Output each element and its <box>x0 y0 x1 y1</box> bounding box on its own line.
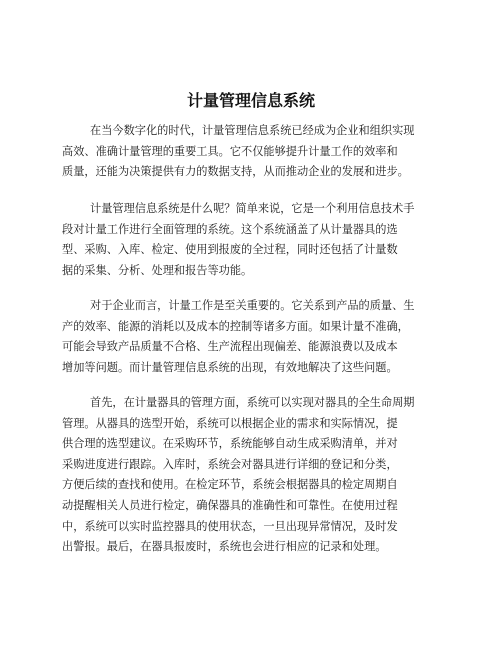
paragraph-line: 产的效率、能源的消耗以及成本的控制等诸多方面。如果计量不准确， <box>62 319 409 333</box>
paragraph-line: 对于企业而言，计量工作是至关重要的。它关系到产品的质量、生 <box>90 299 415 312</box>
paragraph-intro <box>0 121 414 183</box>
paragraph-instrument-management <box>0 393 414 558</box>
paragraph-line: 在当今数字化的时代，计量管理信息系统已经成为企业和组织实现 <box>90 124 415 137</box>
paragraph-line: 管理。从器具的选型开始，系统可以根据企业的需求和实际情况，提 <box>62 416 398 430</box>
paragraph-importance <box>0 296 414 378</box>
paragraph-line: 可能会导致产品质量不合格、生产流程出现偏差、能源浪费以及成本 <box>62 340 398 354</box>
paragraph-line: 动提醒相关人员进行检定，确保器具的准确性和可靠性。在使用过程 <box>62 498 398 512</box>
paragraph-line: 计量管理信息系统是什么呢？简单来说，它是一个利用信息技术手 <box>90 202 415 215</box>
paragraph-line: 高效、准确计量管理的重要工具。它不仅能够提升计量工作的效率和 <box>62 144 398 158</box>
paragraph-line: 段对计量工作进行全面管理的系统。这个系统涵盖了从计量器具的选 <box>62 222 398 236</box>
document-title: 计量管理信息系统 <box>186 91 315 110</box>
paragraph-line: 方便后续的查找和使用。在检定环节，系统会根据器具的检定周期自 <box>62 478 398 492</box>
paragraph-line: 出警报。最后，在器具报废时，系统也会进行相应的记录和处理。 <box>62 540 387 554</box>
paragraph-line: 供合理的选型建议。在采购环节，系统能够自动生成采购清单，并对 <box>62 437 398 451</box>
paragraph-line: 增加等问题。而计量管理信息系统的出现，有效地解决了这些问题。 <box>62 360 398 374</box>
paragraph-definition <box>0 199 414 281</box>
paragraph-line: 质量，还能为决策提供有力的数据支持，从而推动企业的发展和进步。 <box>62 165 409 179</box>
paragraph-line: 首先，在计量器具的管理方面，系统可以实现对器具的全生命周期 <box>90 396 415 409</box>
paragraph-line: 型、采购、入库、检定、使用到报废的全过程，同时还包括了计量数 <box>62 243 398 257</box>
paragraph-line: 据的采集、分析、处理和报告等功能。 <box>62 263 253 277</box>
paragraph-line: 采购进度进行跟踪。入库时，系统会对器具进行详细的登记和分类， <box>62 457 398 471</box>
paragraph-line: 中，系统可以实时监控器具的使用状态，一旦出现异常情况，及时发 <box>62 519 398 533</box>
